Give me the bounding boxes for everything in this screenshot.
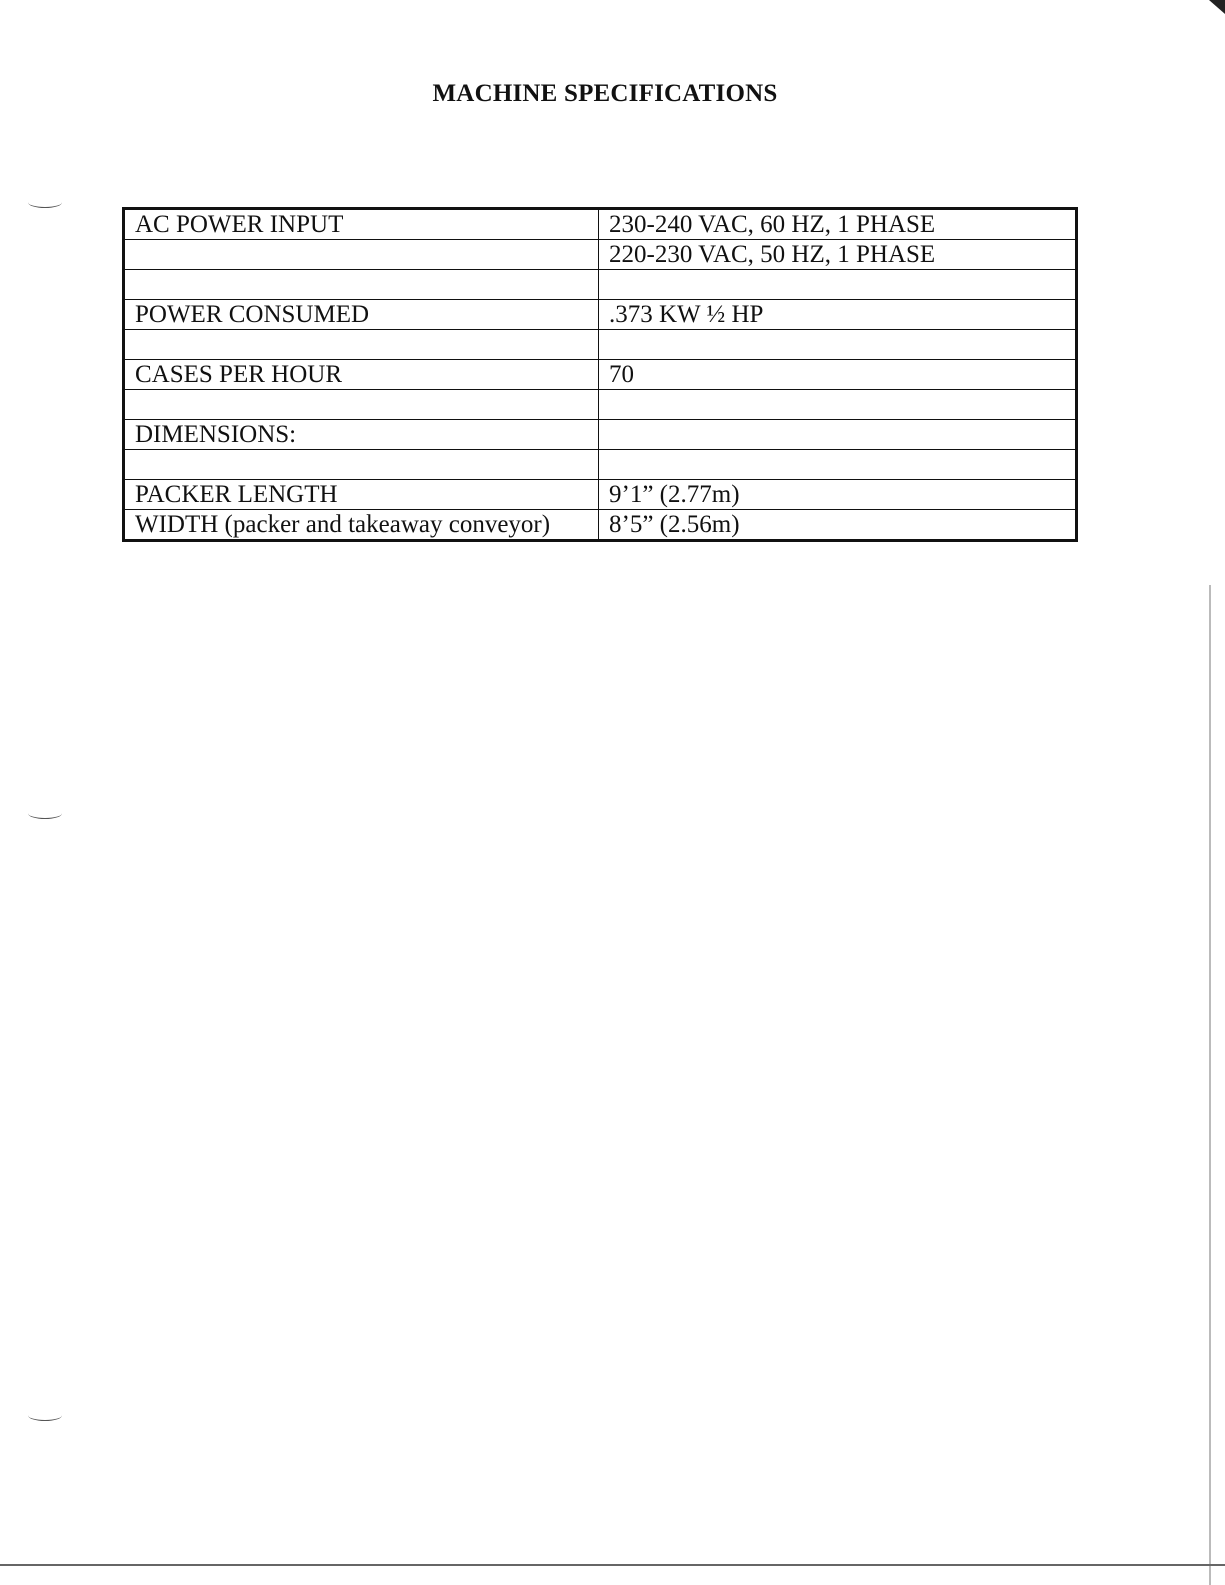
spec-label [124,450,599,480]
spec-label: CASES PER HOUR [124,360,599,390]
table-row [124,450,1077,480]
spec-value: 9’1” (2.77m) [599,480,1077,510]
scan-edge-line [0,1564,1225,1566]
spec-label [124,330,599,360]
spec-value: 220-230 VAC, 50 HZ, 1 PHASE [599,240,1077,270]
specifications-table [122,207,1078,542]
scan-edge-line [1209,585,1211,1585]
spec-value [599,330,1077,360]
spec-label [124,390,599,420]
table-row [124,510,1077,541]
table-row [124,480,1077,510]
table-row [124,240,1077,270]
page-title: MACHINE SPECIFICATIONS [432,80,778,107]
spec-label [124,240,599,270]
table-row [124,360,1077,390]
table-row [124,330,1077,360]
spec-label: PACKER LENGTH [124,480,599,510]
spec-value: 8’5” (2.56m) [599,510,1077,541]
spec-value: 230-240 VAC, 60 HZ, 1 PHASE [599,209,1077,240]
spec-value [599,420,1077,450]
scan-corner-artifact [1209,0,1225,14]
spec-value [599,390,1077,420]
spec-label: DIMENSIONS: [124,420,599,450]
table-row [124,270,1077,300]
binder-hole-mark [28,197,62,208]
table-row [124,209,1077,240]
binder-hole-mark [28,1410,62,1421]
spec-value [599,270,1077,300]
table-row [124,390,1077,420]
spec-value: 70 [599,360,1077,390]
table-row [124,300,1077,330]
spec-value [599,450,1077,480]
binder-hole-mark [28,808,62,819]
table-row [124,420,1077,450]
spec-label [124,270,599,300]
spec-label: WIDTH (packer and takeaway conveyor) [124,510,599,541]
spec-label: AC POWER INPUT [124,209,599,240]
spec-value: .373 KW ½ HP [599,300,1077,330]
spec-label: POWER CONSUMED [124,300,599,330]
